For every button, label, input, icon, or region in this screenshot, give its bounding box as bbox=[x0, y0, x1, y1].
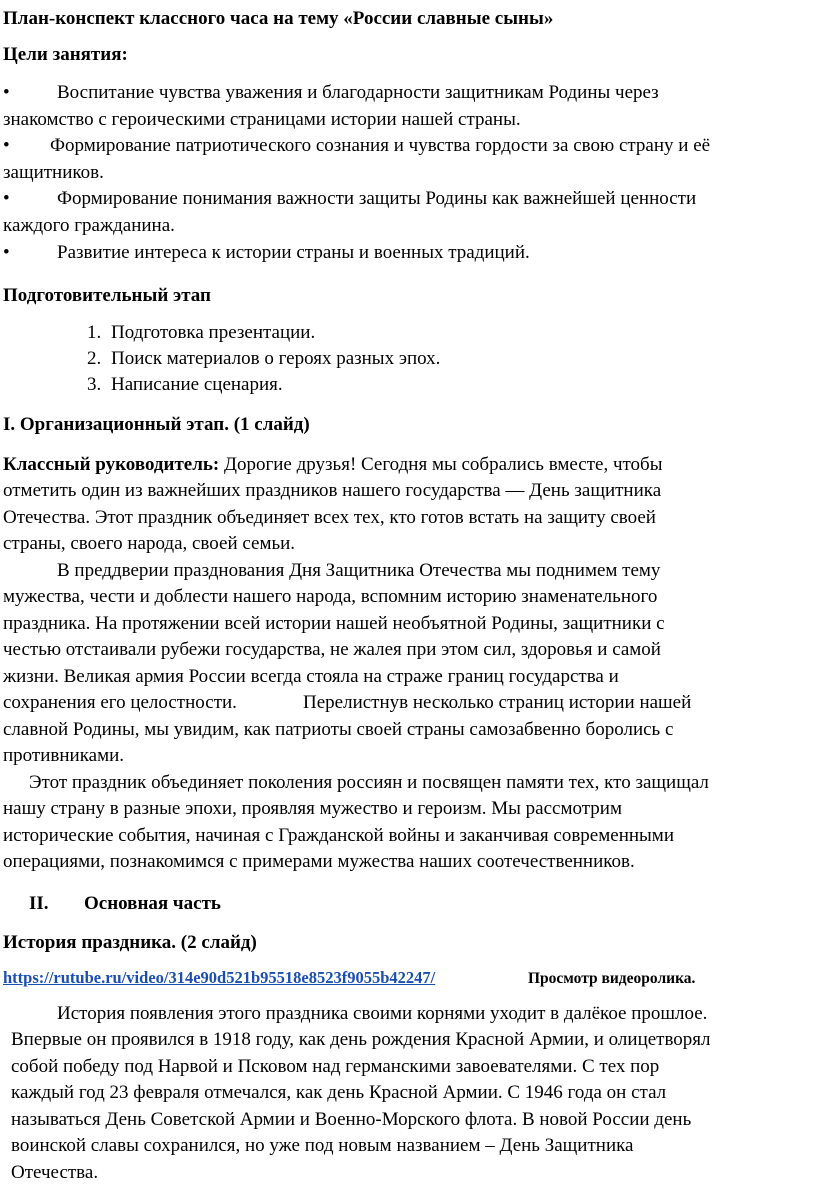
org-paragraph-line: славной Родины, мы увидим, как патриоты своей страны самозабвенно боролись с bbox=[3, 719, 674, 740]
goal-text-cont: знакомство с героическими страницами истории нашей страны. bbox=[3, 109, 521, 130]
goal-bullet: • bbox=[3, 135, 10, 156]
org-paragraph-line: операциями, познакомимся с примерами мужества наших соотечественников. bbox=[3, 851, 635, 872]
org-paragraph-line: отметить один из важнейших праздников нашего государства — День защитника bbox=[3, 480, 662, 501]
org-paragraph-line: праздника. На протяжении всей истории нашей необъятной Родины, защитники с bbox=[3, 613, 665, 634]
org-paragraph-line: Этот праздник объединяет поколения россиян и посвящен памяти тех, кто защищал bbox=[29, 772, 709, 793]
org-paragraph-line: мужества, чести и доблести нашего народа, вспомним историю знаменательного bbox=[3, 586, 658, 607]
history-paragraph-line: собой победу под Нарвой и Псковом над германскими завоевателями. С тех пор bbox=[11, 1056, 660, 1077]
org-paragraph-line: Отечества. Этот праздник объединяет всех тех, кто готов встать на защиту своей bbox=[3, 507, 656, 528]
goal-text: Формирование понимания важности защиты Родины как важнейшей ценности bbox=[57, 188, 697, 209]
video-link[interactable]: https://rutube.ru/video/314e90d521b95518e8523f9055b42247/ bbox=[3, 968, 436, 987]
org-paragraph-line: страны, своего народа, своей семьи. bbox=[3, 533, 296, 554]
history-heading: История праздника. (2 слайд) bbox=[3, 932, 257, 953]
document-title: План-конспект классного часа на тему «России славные сыны» bbox=[3, 8, 554, 29]
history-paragraph-line: называться День Советской Армии и Военно-Морского флота. В новой России день bbox=[11, 1109, 692, 1130]
org-paragraph-line bbox=[3, 452, 662, 479]
prep-item-number: 1. bbox=[87, 322, 102, 343]
org-paragraph-line: сохранения его целостности. bbox=[3, 692, 237, 713]
goal-text-cont: защитников. bbox=[3, 162, 104, 183]
goal-text: Воспитание чувства уважения и благодарности защитникам Родины через bbox=[57, 82, 659, 103]
history-paragraph-line: каждый год 23 февраля отмечался, как день Красной Армии. С 1946 года он стал bbox=[11, 1082, 667, 1103]
main-part-heading: Основная часть bbox=[84, 893, 221, 914]
prep-item: Поиск материалов о героях разных эпох. bbox=[111, 348, 441, 369]
goal-bullet: • bbox=[3, 188, 10, 209]
prep-heading: Подготовительный этап bbox=[3, 285, 211, 306]
org-text: Дорогие друзья! Сегодня мы собрались вместе, чтобы bbox=[219, 454, 663, 475]
history-paragraph-line: Отечества. bbox=[11, 1162, 99, 1183]
goal-text: Развитие интереса к истории страны и военных традиций. bbox=[57, 242, 530, 263]
prep-item: Написание сценария. bbox=[111, 374, 283, 395]
org-heading: I. Организационный этап. (1 слайд) bbox=[3, 414, 310, 435]
video-line bbox=[3, 965, 435, 992]
org-paragraph-line: В преддверии празднования Дня Защитника Отечества мы поднимем тему bbox=[57, 560, 661, 581]
prep-item-number: 2. bbox=[87, 348, 102, 369]
prep-item: Подготовка презентации. bbox=[111, 322, 316, 343]
video-caption: Просмотр видеоролика. bbox=[528, 970, 696, 987]
goal-text: Формирование патриотического сознания и чувства гордости за свою страну и её bbox=[50, 135, 711, 156]
goal-bullet: • bbox=[3, 242, 10, 263]
org-paragraph-line: исторические события, начиная с Гражданской войны и заканчивая современными bbox=[3, 825, 674, 846]
history-paragraph-line: История появления этого праздника своими корнями уходит в далёкое прошлое. bbox=[57, 1003, 708, 1024]
org-paragraph-line: честью отстаивали рубежи государства, не жалея при этом сил, здоровья и самой bbox=[3, 639, 661, 660]
goal-bullet: • bbox=[3, 82, 10, 103]
history-paragraph-line: воинской славы сохранился, но уже под новым названием – День Защитника bbox=[11, 1135, 634, 1156]
teacher-label: Классный руководитель: bbox=[3, 454, 220, 475]
org-paragraph-line: противниками. bbox=[3, 745, 125, 766]
history-paragraph-line: Впервые он проявился в 1918 году, как день рождения Красной Армии, и олицетворял bbox=[11, 1029, 711, 1050]
goal-text-cont: каждого гражданина. bbox=[3, 215, 175, 236]
goals-heading: Цели занятия: bbox=[3, 44, 128, 65]
org-paragraph-line: нашу страну в разные эпохи, проявляя мужество и героизм. Мы рассмотрим bbox=[3, 798, 622, 819]
org-paragraph-line: Перелистнув несколько страниц истории нашей bbox=[303, 692, 692, 713]
prep-item-number: 3. bbox=[87, 374, 102, 395]
org-paragraph-line: жизни. Великая армия России всегда стояла на страже границ государства и bbox=[3, 666, 619, 687]
main-part-number: II. bbox=[29, 893, 49, 914]
